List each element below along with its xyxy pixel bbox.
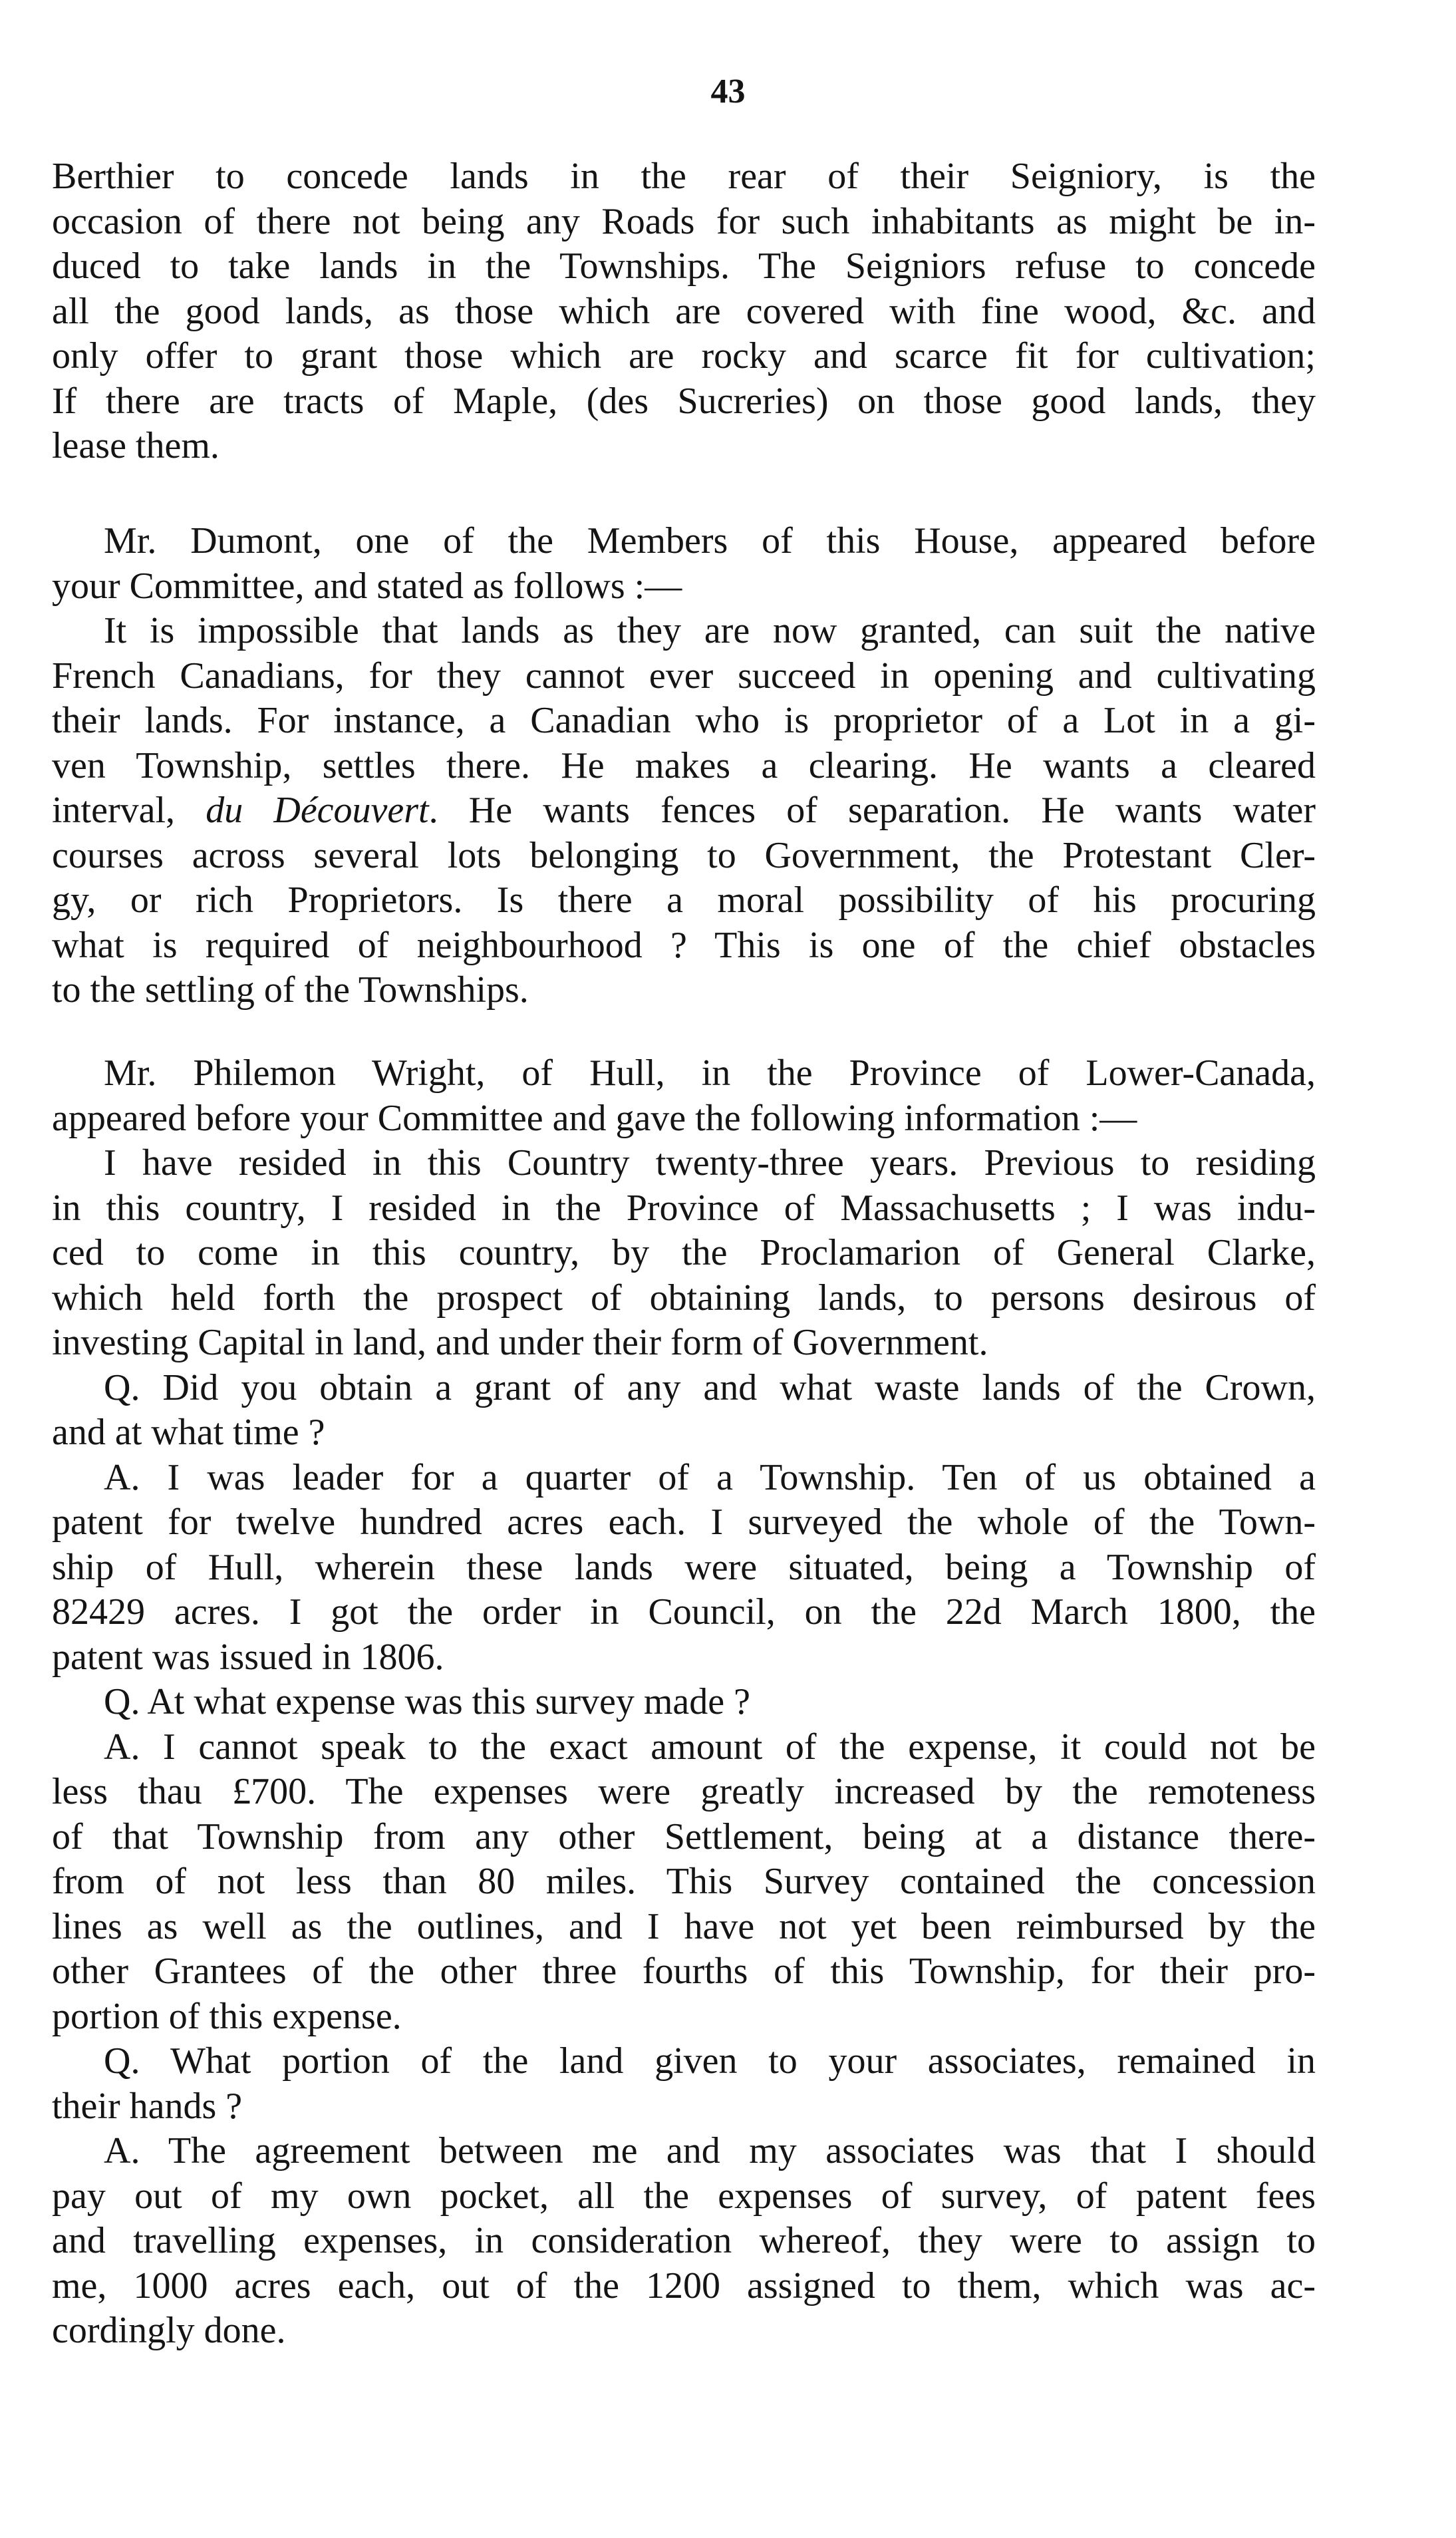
answer-line: from of not less than 80 miles. This Survey contained the concession bbox=[52, 1861, 1316, 1902]
text-line: only offer to grant those which are rocky and scarce fit for cultivation; bbox=[52, 335, 1316, 377]
text-line: ven Township, settles there. He makes a clearing. He wants a cleared bbox=[52, 744, 1316, 786]
text-line: investing Capital in land, and under their form of Government. bbox=[52, 1322, 988, 1363]
text-line: to the settling of the Townships. bbox=[52, 969, 529, 1011]
text-line: Mr. Dumont, one of the Members of this House, appeared before bbox=[104, 520, 1316, 561]
text-line: interval, du Découvert. He wants fences of separation. He wants water bbox=[52, 790, 1316, 831]
question-line: their hands ? bbox=[52, 2085, 243, 2127]
text-line: all the good lands, as those which are covered with fine wood, &c. and bbox=[52, 290, 1316, 332]
text-line: duced to take lands in the Townships. The Seigniors refuse to concede bbox=[52, 245, 1316, 287]
answer-line: ship of Hull, wherein these lands were situated, being a Township of bbox=[52, 1546, 1316, 1588]
text-line: gy, or rich Proprietors. Is there a moral possibility of his procuring bbox=[52, 879, 1316, 921]
question-line: and at what time ? bbox=[52, 1412, 325, 1453]
answer-line: cordingly done. bbox=[52, 2310, 286, 2351]
answer-line: me, 1000 acres each, out of the 1200 assigned to them, which was ac- bbox=[52, 2265, 1316, 2306]
answer-line: lines as well as the outlines, and I have not yet been reimbursed by the bbox=[52, 1905, 1316, 1947]
text-line: ced to come in this country, by the Proclamarion of General Clarke, bbox=[52, 1232, 1316, 1273]
answer-line: 82429 acres. I got the order in Council, on the 22d March 1800, the bbox=[52, 1591, 1316, 1633]
paragraph-wright-testimony bbox=[52, 1051, 1316, 2354]
text-line: It is impossible that lands as they are now granted, can suit the native bbox=[104, 610, 1316, 651]
italic-phrase: du Découvert bbox=[206, 790, 429, 831]
text-line: appeared before your Committee and gave the following information :— bbox=[52, 1097, 1137, 1139]
text-line: occasion of there not being any Roads for such inhabitants as might be in- bbox=[52, 200, 1316, 242]
answer-line: pay out of my own pocket, all the expenses of survey, of patent fees bbox=[52, 2175, 1316, 2217]
text-line: in this country, I resided in the Province of Massachusetts ; I was indu- bbox=[52, 1187, 1316, 1229]
text-line: which held forth the prospect of obtaining lands, to persons desirous of bbox=[52, 1277, 1316, 1319]
answer-line: other Grantees of the other three fourths of this Township, for their pro- bbox=[52, 1951, 1316, 1992]
answer-line: patent for twelve hundred acres each. I surveyed the whole of the Town- bbox=[52, 1502, 1316, 1543]
text-line: I have resided in this Country twenty-three years. Previous to residing bbox=[104, 1142, 1316, 1184]
text-line: French Canadians, for they cannot ever succeed in opening and cultivating bbox=[52, 655, 1316, 697]
answer-line: A. I cannot speak to the exact amount of the expense, it could not be bbox=[104, 1726, 1316, 1768]
text-line: what is required of neighbourhood ? This is one of the chief obstacles bbox=[52, 924, 1316, 966]
question-line: Q. What portion of the land given to your associates, remained in bbox=[104, 2040, 1316, 2082]
text-line: Mr. Philemon Wright, of Hull, in the Province of Lower-Canada, bbox=[104, 1052, 1316, 1094]
answer-line: patent was issued in 1806. bbox=[52, 1636, 444, 1678]
answer-line: less thau £700. The expenses were greatly increased by the remoteness bbox=[52, 1771, 1316, 1812]
page-number: 43 bbox=[710, 73, 746, 110]
text-line: Berthier to concede lands in the rear of their Seigniory, is the bbox=[52, 156, 1316, 197]
text-line: lease them. bbox=[52, 425, 219, 466]
answer-line: of that Township from any other Settlement, being at a distance there- bbox=[52, 1816, 1316, 1857]
paragraph-dumont-testimony bbox=[52, 519, 1316, 1013]
paragraph-seigniory bbox=[52, 154, 1316, 469]
question-line: Q. At what expense was this survey made ? bbox=[104, 1681, 750, 1722]
text-line: courses across several lots belonging to Government, the Protestant Cler- bbox=[52, 834, 1316, 876]
question-line: Q. Did you obtain a grant of any and what waste lands of the Crown, bbox=[104, 1366, 1316, 1408]
answer-line: and travelling expenses, in consideration whereof, they were to assign to bbox=[52, 2220, 1316, 2261]
text-line: their lands. For instance, a Canadian who is proprietor of a Lot in a gi- bbox=[52, 700, 1316, 741]
answer-line: A. The agreement between me and my associates was that I should bbox=[104, 2130, 1316, 2171]
text-line: If there are tracts of Maple, (des Sucreries) on those good lands, they bbox=[52, 380, 1316, 422]
answer-line: A. I was leader for a quarter of a Township. Ten of us obtained a bbox=[104, 1456, 1316, 1498]
text-line: your Committee, and stated as follows :— bbox=[52, 565, 682, 607]
answer-line: portion of this expense. bbox=[52, 1995, 402, 2037]
